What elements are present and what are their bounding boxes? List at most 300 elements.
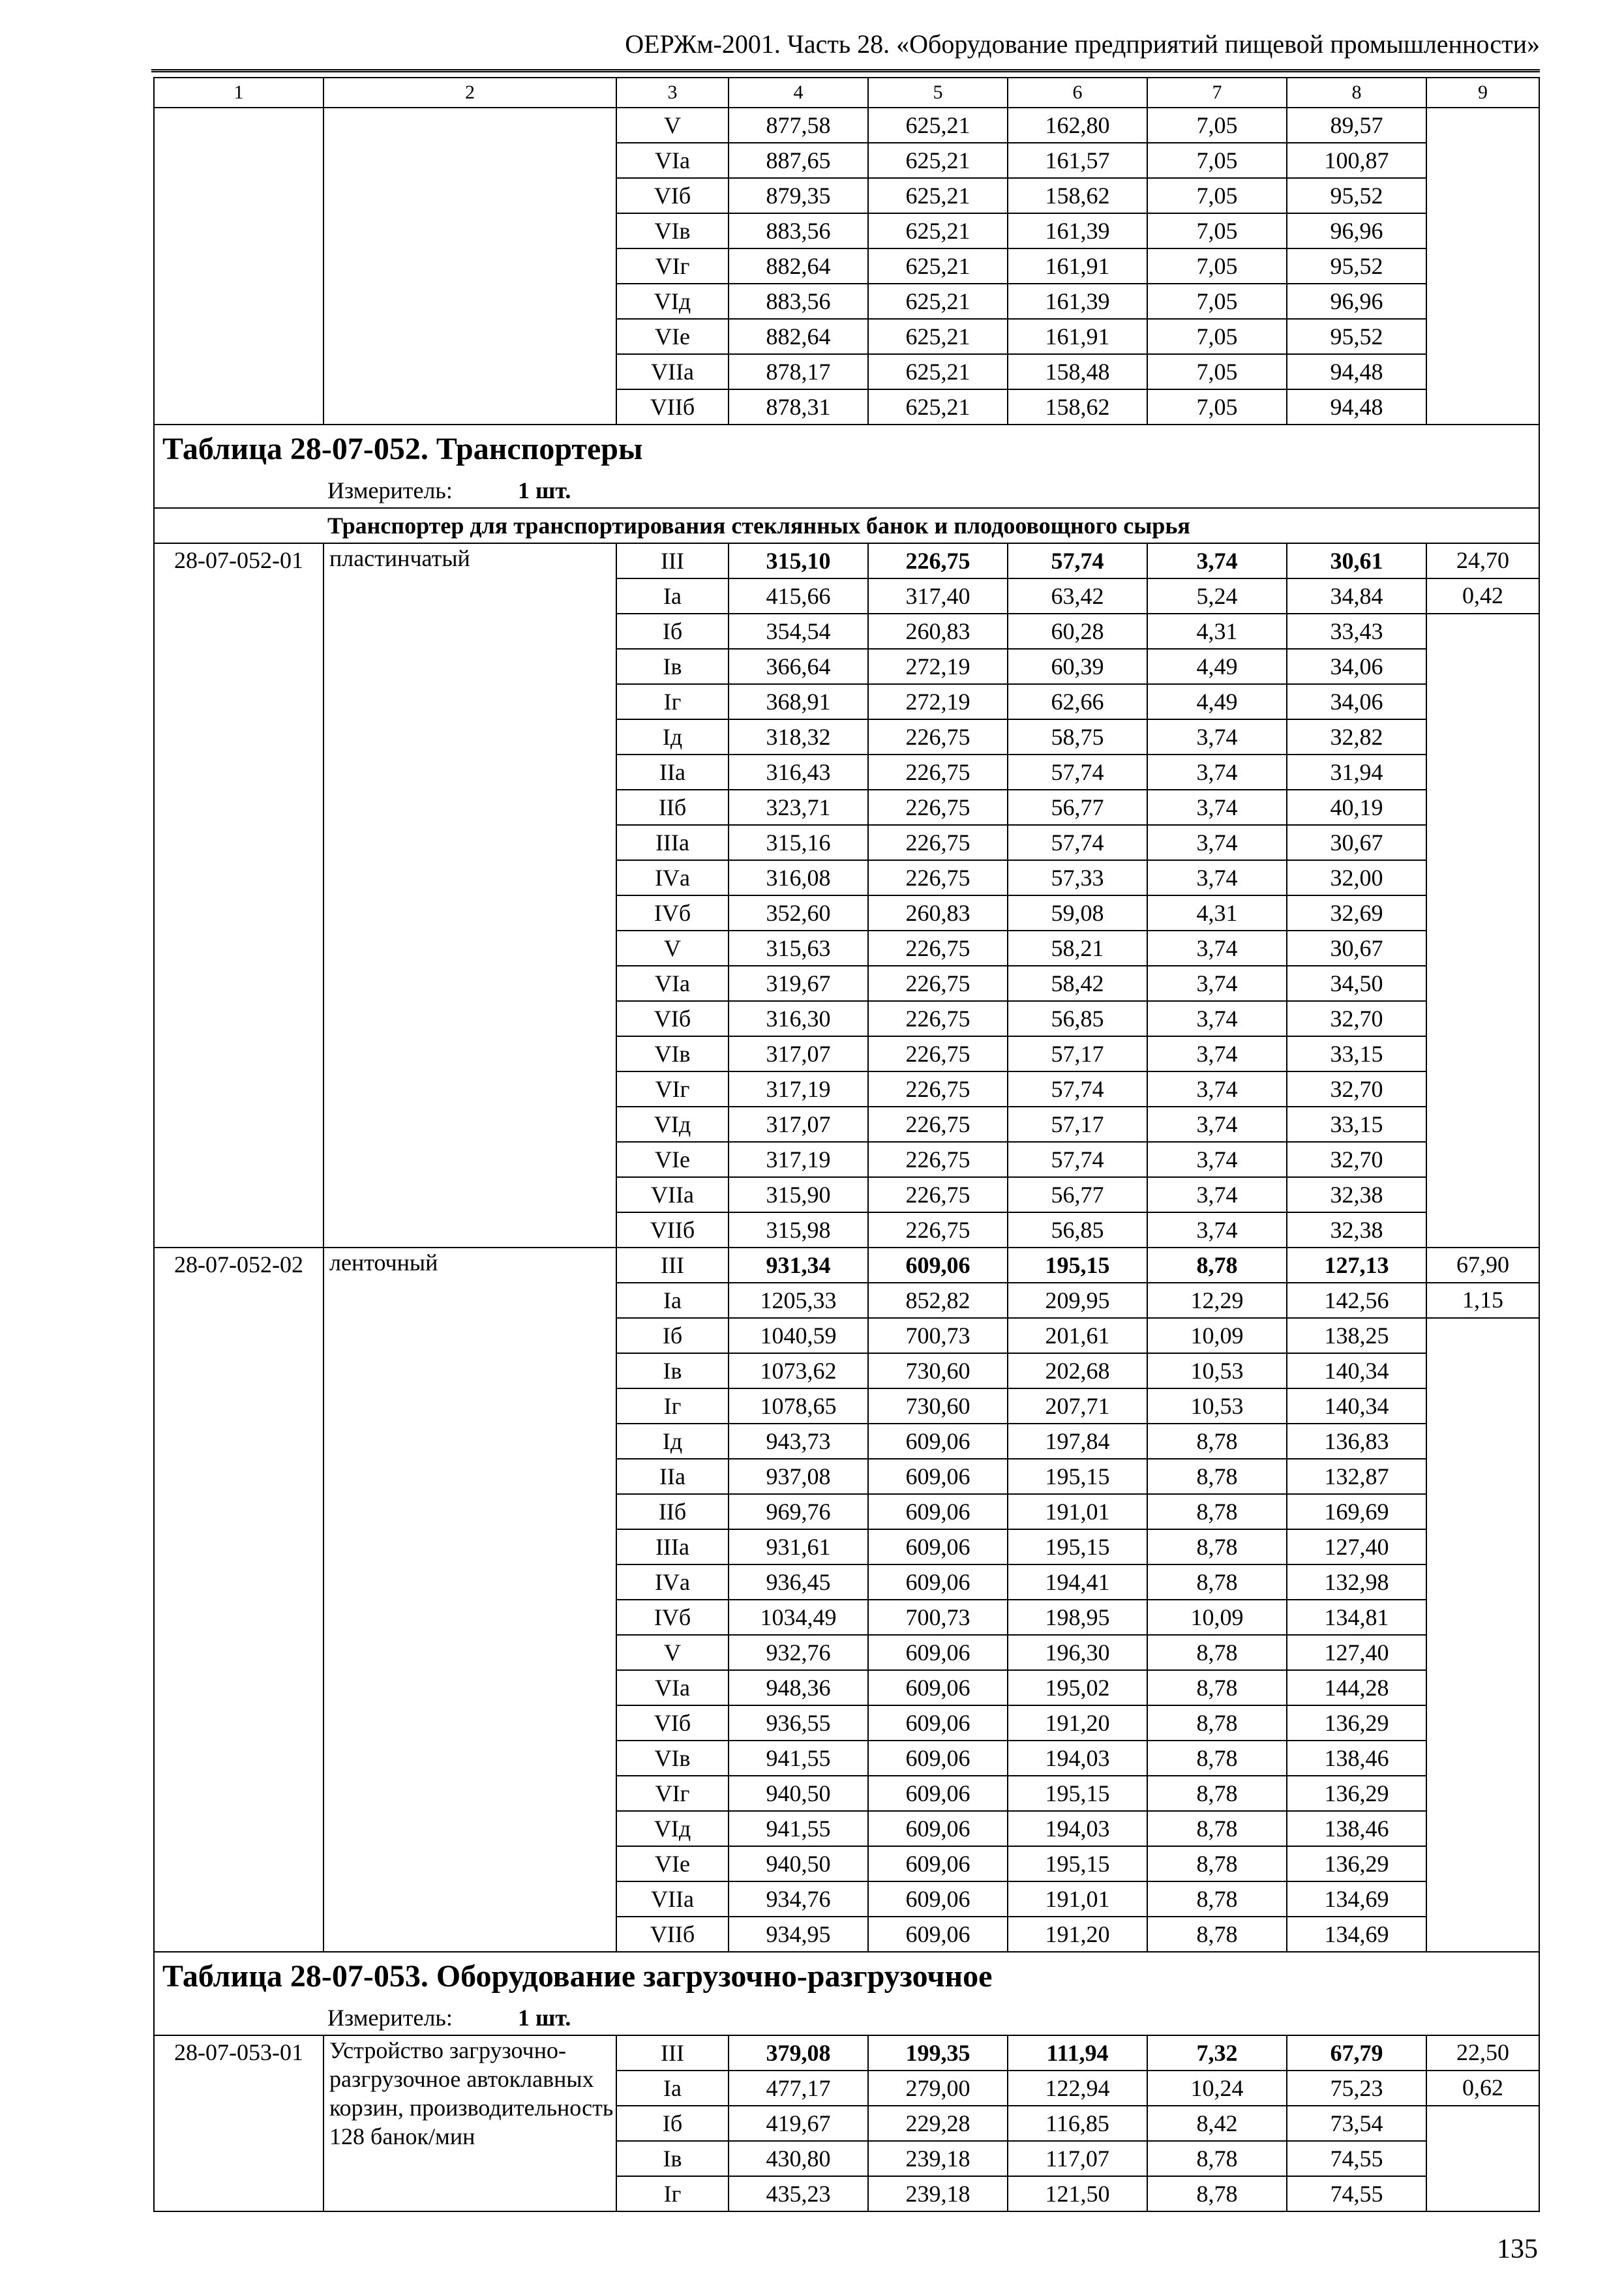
zone-cell: VIе xyxy=(616,1846,729,1881)
zone-cell: Iд xyxy=(616,719,729,755)
value-cell: 315,98 xyxy=(729,1212,868,1248)
value-cell: 195,15 xyxy=(1008,1459,1147,1494)
value-cell: 195,02 xyxy=(1008,1670,1147,1705)
value-cell: 883,56 xyxy=(729,284,868,319)
zone-cell: VIа xyxy=(616,966,729,1001)
value-cell: 879,35 xyxy=(729,178,868,213)
value-cell: 8,78 xyxy=(1147,1494,1287,1529)
measure-unit: 1 шт. xyxy=(518,477,571,503)
value-cell: 315,63 xyxy=(729,931,868,966)
value-cell: 260,83 xyxy=(868,614,1008,649)
value-cell: 609,06 xyxy=(868,1811,1008,1846)
measure-cell xyxy=(154,2001,1539,2035)
value-cell: 8,78 xyxy=(1147,1917,1287,1952)
value-cell: 191,01 xyxy=(1008,1881,1147,1917)
value-cell: 226,75 xyxy=(868,719,1008,755)
value-cell: 138,25 xyxy=(1287,1318,1426,1353)
value-cell: 96,96 xyxy=(1287,284,1426,319)
value-cell: 195,15 xyxy=(1008,1529,1147,1564)
zone-cell: Iа xyxy=(616,1283,729,1318)
zone-cell: VIг xyxy=(616,1071,729,1107)
zone-cell: IVб xyxy=(616,1600,729,1635)
value-cell: 317,19 xyxy=(729,1142,868,1177)
value-cell: 8,78 xyxy=(1147,1811,1287,1846)
item-code: 28-07-052-01 xyxy=(154,543,323,1248)
value-cell: 609,06 xyxy=(868,1459,1008,1494)
zone-cell: IVа xyxy=(616,860,729,895)
value-cell: 57,17 xyxy=(1008,1107,1147,1142)
value-cell: 57,74 xyxy=(1008,755,1147,790)
column-number: 5 xyxy=(868,78,1008,108)
value-cell: 226,75 xyxy=(868,790,1008,825)
value-cell: 117,07 xyxy=(1008,2141,1147,2176)
value-cell: 162,80 xyxy=(1008,108,1147,143)
value-cell: 127,13 xyxy=(1287,1248,1426,1283)
value-cell: 316,08 xyxy=(729,860,868,895)
value-cell: 7,05 xyxy=(1147,389,1287,425)
value-cell: 883,56 xyxy=(729,213,868,248)
value-cell: 477,17 xyxy=(729,2071,868,2106)
value-cell: 625,21 xyxy=(868,143,1008,178)
value-cell: 3,74 xyxy=(1147,1177,1287,1212)
value-cell: 32,70 xyxy=(1287,1071,1426,1107)
value-cell: 317,07 xyxy=(729,1036,868,1071)
value-cell: 191,01 xyxy=(1008,1494,1147,1529)
value-cell: 8,78 xyxy=(1147,1248,1287,1283)
value-cell: 609,06 xyxy=(868,1881,1008,1917)
value-cell: 3,74 xyxy=(1147,543,1287,578)
value-cell: 136,83 xyxy=(1287,1424,1426,1459)
value-cell: 8,78 xyxy=(1147,1846,1287,1881)
value-cell: 609,06 xyxy=(868,1917,1008,1952)
value-cell: 63,42 xyxy=(1008,578,1147,614)
value-cell: 127,40 xyxy=(1287,1635,1426,1670)
page-header: ОЕРЖм-2001. Часть 28. «Оборудование предприятий пищевой промышленности» xyxy=(151,25,1540,72)
value-cell: 32,38 xyxy=(1287,1177,1426,1212)
column-number: 1 xyxy=(154,78,323,108)
value-cell: 74,55 xyxy=(1287,2141,1426,2176)
measure-unit: 1 шт. xyxy=(518,2005,571,2031)
value-cell: 10,24 xyxy=(1147,2071,1287,2106)
value-cell: 3,74 xyxy=(1147,1212,1287,1248)
value-cell: 136,29 xyxy=(1287,1705,1426,1741)
value-cell: 625,21 xyxy=(868,284,1008,319)
value-cell: 625,21 xyxy=(868,178,1008,213)
value-cell: 1205,33 xyxy=(729,1283,868,1318)
measure-row xyxy=(154,2001,1539,2035)
column-number: 3 xyxy=(616,78,729,108)
value-cell: 32,70 xyxy=(1287,1001,1426,1036)
table-title: Таблица 28-07-053. Оборудование загрузочно-разгрузочное xyxy=(154,1952,1539,2001)
value-cell: 260,83 xyxy=(868,895,1008,931)
zone-cell: VIIа xyxy=(616,1177,729,1212)
zone-cell: V xyxy=(616,1635,729,1670)
value-cell: 940,50 xyxy=(729,1846,868,1881)
value-cell: 8,78 xyxy=(1147,1881,1287,1917)
zone-cell: VIб xyxy=(616,1001,729,1036)
value-cell: 57,74 xyxy=(1008,1071,1147,1107)
value-cell: 315,16 xyxy=(729,825,868,860)
col9-value: 0,62 xyxy=(1426,2071,1539,2106)
value-cell: 931,61 xyxy=(729,1529,868,1564)
zone-cell: VIб xyxy=(616,178,729,213)
value-cell: 625,21 xyxy=(868,319,1008,354)
value-cell: 941,55 xyxy=(729,1811,868,1846)
value-cell: 74,55 xyxy=(1287,2176,1426,2211)
value-cell: 56,85 xyxy=(1008,1212,1147,1248)
value-cell: 8,78 xyxy=(1147,1705,1287,1741)
value-cell: 4,31 xyxy=(1147,895,1287,931)
value-cell: 609,06 xyxy=(868,1424,1008,1459)
value-cell: 33,15 xyxy=(1287,1107,1426,1142)
zone-cell: VIд xyxy=(616,284,729,319)
value-cell: 1078,65 xyxy=(729,1388,868,1424)
zone-cell: IVб xyxy=(616,895,729,931)
value-cell: 161,57 xyxy=(1008,143,1147,178)
table-title-row xyxy=(154,1952,1539,2001)
value-cell: 7,32 xyxy=(1147,2035,1287,2071)
value-cell: 936,45 xyxy=(729,1564,868,1600)
value-cell: 62,66 xyxy=(1008,684,1147,719)
value-cell: 136,29 xyxy=(1287,1776,1426,1811)
value-cell: 134,69 xyxy=(1287,1917,1426,1952)
value-cell: 12,29 xyxy=(1147,1283,1287,1318)
value-cell: 609,06 xyxy=(868,1564,1008,1600)
value-cell: 226,75 xyxy=(868,966,1008,1001)
value-cell: 3,74 xyxy=(1147,825,1287,860)
value-cell: 226,75 xyxy=(868,1107,1008,1142)
value-cell: 878,17 xyxy=(729,354,868,389)
value-cell: 195,15 xyxy=(1008,1846,1147,1881)
value-cell: 194,03 xyxy=(1008,1811,1147,1846)
value-cell: 3,74 xyxy=(1147,719,1287,755)
zone-cell: VIв xyxy=(616,1741,729,1776)
zone-cell: III xyxy=(616,1248,729,1283)
item-name: Устройство загрузочно-разгрузочное автоклавных корзин, производительность 128 банок/мин xyxy=(323,2035,616,2211)
value-cell: 625,21 xyxy=(868,108,1008,143)
value-cell: 940,50 xyxy=(729,1776,868,1811)
zone-cell: IIIа xyxy=(616,1529,729,1564)
value-cell: 7,05 xyxy=(1147,178,1287,213)
value-cell: 226,75 xyxy=(868,931,1008,966)
value-cell: 318,32 xyxy=(729,719,868,755)
col9-value: 22,50 xyxy=(1426,2035,1539,2071)
value-cell: 317,40 xyxy=(868,578,1008,614)
value-cell: 226,75 xyxy=(868,1212,1008,1248)
value-cell: 3,74 xyxy=(1147,790,1287,825)
value-cell: 197,84 xyxy=(1008,1424,1147,1459)
value-cell: 34,06 xyxy=(1287,649,1426,684)
zone-cell: VIв xyxy=(616,213,729,248)
value-cell: 95,52 xyxy=(1287,248,1426,284)
value-cell: 315,10 xyxy=(729,543,868,578)
value-cell: 3,74 xyxy=(1147,755,1287,790)
value-cell: 4,31 xyxy=(1147,614,1287,649)
value-cell: 1040,59 xyxy=(729,1318,868,1353)
value-cell: 882,64 xyxy=(729,248,868,284)
value-cell: 209,95 xyxy=(1008,1283,1147,1318)
value-cell: 32,38 xyxy=(1287,1212,1426,1248)
zone-cell: VIIб xyxy=(616,389,729,425)
value-cell: 169,69 xyxy=(1287,1494,1426,1529)
item-code: 28-07-052-02 xyxy=(154,1248,323,1952)
zone-cell: VIа xyxy=(616,143,729,178)
zone-cell: Iв xyxy=(616,649,729,684)
value-cell: 8,42 xyxy=(1147,2106,1287,2141)
value-cell: 95,52 xyxy=(1287,319,1426,354)
zone-cell: VIа xyxy=(616,1670,729,1705)
value-cell: 226,75 xyxy=(868,1142,1008,1177)
value-cell: 33,43 xyxy=(1287,614,1426,649)
value-cell: 3,74 xyxy=(1147,1036,1287,1071)
value-cell: 272,19 xyxy=(868,684,1008,719)
col9-empty xyxy=(1426,614,1539,1248)
value-cell: 8,78 xyxy=(1147,2176,1287,2211)
value-cell: 100,87 xyxy=(1287,143,1426,178)
value-cell: 934,95 xyxy=(729,1917,868,1952)
value-cell: 57,17 xyxy=(1008,1036,1147,1071)
zone-cell: VIIа xyxy=(616,354,729,389)
value-cell: 134,81 xyxy=(1287,1600,1426,1635)
value-cell: 158,62 xyxy=(1008,178,1147,213)
col9-empty xyxy=(1426,108,1539,425)
value-cell: 379,08 xyxy=(729,2035,868,2071)
value-cell: 609,06 xyxy=(868,1248,1008,1283)
value-cell: 8,78 xyxy=(1147,1635,1287,1670)
value-cell: 30,61 xyxy=(1287,543,1426,578)
value-cell: 354,54 xyxy=(729,614,868,649)
zone-cell: Iб xyxy=(616,614,729,649)
value-cell: 8,78 xyxy=(1147,1424,1287,1459)
item-name: пластинчатый xyxy=(323,543,616,1248)
value-cell: 7,05 xyxy=(1147,319,1287,354)
value-cell: 32,82 xyxy=(1287,719,1426,755)
value-cell: 58,42 xyxy=(1008,966,1147,1001)
value-cell: 969,76 xyxy=(729,1494,868,1529)
zone-cell: Iд xyxy=(616,1424,729,1459)
value-cell: 140,34 xyxy=(1287,1353,1426,1388)
value-cell: 625,21 xyxy=(868,213,1008,248)
value-cell: 34,84 xyxy=(1287,578,1426,614)
column-number: 6 xyxy=(1008,78,1147,108)
value-cell: 134,69 xyxy=(1287,1881,1426,1917)
zone-cell: IIа xyxy=(616,755,729,790)
value-cell: 931,34 xyxy=(729,1248,868,1283)
value-cell: 430,80 xyxy=(729,2141,868,2176)
value-cell: 161,91 xyxy=(1008,319,1147,354)
value-cell: 7,05 xyxy=(1147,108,1287,143)
value-cell: 3,74 xyxy=(1147,1071,1287,1107)
value-cell: 7,05 xyxy=(1147,354,1287,389)
value-cell: 59,08 xyxy=(1008,895,1147,931)
value-cell: 7,05 xyxy=(1147,284,1287,319)
zone-cell: V xyxy=(616,931,729,966)
value-cell: 419,67 xyxy=(729,2106,868,2141)
value-cell: 3,74 xyxy=(1147,931,1287,966)
zone-cell: IIб xyxy=(616,1494,729,1529)
zone-cell: Iа xyxy=(616,578,729,614)
zone-cell: Iг xyxy=(616,2176,729,2211)
table-title: Таблица 28-07-052. Транспортеры xyxy=(154,425,1539,473)
value-cell: 75,23 xyxy=(1287,2071,1426,2106)
zone-cell: Iг xyxy=(616,1388,729,1424)
page-number: 135 xyxy=(1497,2234,1538,2264)
value-cell: 198,95 xyxy=(1008,1600,1147,1635)
value-cell: 882,64 xyxy=(729,319,868,354)
zone-cell: III xyxy=(616,543,729,578)
value-cell: 1073,62 xyxy=(729,1353,868,1388)
subheading: Транспортер для транспортирования стеклянных банок и плодоовощного сырья xyxy=(154,508,1539,543)
value-cell: 191,20 xyxy=(1008,1705,1147,1741)
rates-table xyxy=(153,77,1540,2212)
value-cell: 932,76 xyxy=(729,1635,868,1670)
value-cell: 226,75 xyxy=(868,1071,1008,1107)
value-cell: 111,94 xyxy=(1008,2035,1147,2071)
value-cell: 3,74 xyxy=(1147,966,1287,1001)
value-cell: 73,54 xyxy=(1287,2106,1426,2141)
value-cell: 56,77 xyxy=(1008,1177,1147,1212)
value-cell: 161,39 xyxy=(1008,284,1147,319)
value-cell: 30,67 xyxy=(1287,931,1426,966)
value-cell: 226,75 xyxy=(868,825,1008,860)
value-cell: 3,74 xyxy=(1147,1001,1287,1036)
value-cell: 936,55 xyxy=(729,1705,868,1741)
value-cell: 934,76 xyxy=(729,1881,868,1917)
value-cell: 226,75 xyxy=(868,755,1008,790)
value-cell: 609,06 xyxy=(868,1529,1008,1564)
value-cell: 8,78 xyxy=(1147,1529,1287,1564)
value-cell: 89,57 xyxy=(1287,108,1426,143)
value-cell: 700,73 xyxy=(868,1600,1008,1635)
value-cell: 96,96 xyxy=(1287,213,1426,248)
value-cell: 323,71 xyxy=(729,790,868,825)
value-cell: 57,74 xyxy=(1008,543,1147,578)
value-cell: 34,06 xyxy=(1287,684,1426,719)
column-number: 9 xyxy=(1426,78,1539,108)
value-cell: 229,28 xyxy=(868,2106,1008,2141)
item-name: ленточный xyxy=(323,1248,616,1952)
value-cell: 609,06 xyxy=(868,1705,1008,1741)
value-cell: 943,73 xyxy=(729,1424,868,1459)
col9-value: 1,15 xyxy=(1426,1283,1539,1318)
zone-cell: VIв xyxy=(616,1036,729,1071)
col9-value: 0,42 xyxy=(1426,578,1539,614)
value-cell: 315,90 xyxy=(729,1177,868,1212)
value-cell: 352,60 xyxy=(729,895,868,931)
value-cell: 207,71 xyxy=(1008,1388,1147,1424)
value-cell: 121,50 xyxy=(1008,2176,1147,2211)
value-cell: 435,23 xyxy=(729,2176,868,2211)
zone-cell: VIIа xyxy=(616,1881,729,1917)
value-cell: 8,78 xyxy=(1147,1564,1287,1600)
value-cell: 226,75 xyxy=(868,1036,1008,1071)
value-cell: 144,28 xyxy=(1287,1670,1426,1705)
value-cell: 941,55 xyxy=(729,1741,868,1776)
value-cell: 878,31 xyxy=(729,389,868,425)
column-number: 7 xyxy=(1147,78,1287,108)
value-cell: 34,50 xyxy=(1287,966,1426,1001)
value-cell: 138,46 xyxy=(1287,1741,1426,1776)
value-cell: 33,15 xyxy=(1287,1036,1426,1071)
value-cell: 132,98 xyxy=(1287,1564,1426,1600)
value-cell: 8,78 xyxy=(1147,1670,1287,1705)
value-cell: 1034,49 xyxy=(729,1600,868,1635)
value-cell: 195,15 xyxy=(1008,1248,1147,1283)
value-cell: 58,75 xyxy=(1008,719,1147,755)
value-cell: 127,40 xyxy=(1287,1529,1426,1564)
value-cell: 609,06 xyxy=(868,1741,1008,1776)
value-cell: 5,24 xyxy=(1147,578,1287,614)
value-cell: 226,75 xyxy=(868,1001,1008,1036)
value-cell: 191,20 xyxy=(1008,1917,1147,1952)
value-cell: 201,61 xyxy=(1008,1318,1147,1353)
value-cell: 948,36 xyxy=(729,1670,868,1705)
value-cell: 58,21 xyxy=(1008,931,1147,966)
value-cell: 57,74 xyxy=(1008,825,1147,860)
value-cell: 195,15 xyxy=(1008,1776,1147,1811)
measure-row xyxy=(154,473,1539,508)
zone-cell: VIIб xyxy=(616,1917,729,1952)
value-cell: 94,48 xyxy=(1287,354,1426,389)
zone-cell: VIд xyxy=(616,1107,729,1142)
value-cell: 852,82 xyxy=(868,1283,1008,1318)
value-cell: 4,49 xyxy=(1147,649,1287,684)
value-cell: 7,05 xyxy=(1147,248,1287,284)
col9-value: 67,90 xyxy=(1426,1248,1539,1283)
zone-cell: VIг xyxy=(616,248,729,284)
zone-cell: Iг xyxy=(616,684,729,719)
value-cell: 32,00 xyxy=(1287,860,1426,895)
value-cell: 8,78 xyxy=(1147,2141,1287,2176)
value-cell: 226,75 xyxy=(868,860,1008,895)
value-cell: 94,48 xyxy=(1287,389,1426,425)
value-cell: 60,39 xyxy=(1008,649,1147,684)
value-cell: 8,78 xyxy=(1147,1741,1287,1776)
value-cell: 4,49 xyxy=(1147,684,1287,719)
column-number-row xyxy=(154,78,1539,108)
value-cell: 317,19 xyxy=(729,1071,868,1107)
col9-value: 24,70 xyxy=(1426,543,1539,578)
value-cell: 199,35 xyxy=(868,2035,1008,2071)
value-cell: 239,18 xyxy=(868,2176,1008,2211)
value-cell: 625,21 xyxy=(868,389,1008,425)
zone-cell: VIд xyxy=(616,1811,729,1846)
value-cell: 317,07 xyxy=(729,1107,868,1142)
value-cell: 40,19 xyxy=(1287,790,1426,825)
value-cell: 202,68 xyxy=(1008,1353,1147,1388)
value-cell: 161,39 xyxy=(1008,213,1147,248)
value-cell: 366,64 xyxy=(729,649,868,684)
zone-cell: IIIа xyxy=(616,825,729,860)
value-cell: 60,28 xyxy=(1008,614,1147,649)
zone-cell: Iа xyxy=(616,2071,729,2106)
value-cell: 158,48 xyxy=(1008,354,1147,389)
measure-label: Измеритель: xyxy=(327,477,453,503)
subheading-row xyxy=(154,508,1539,543)
value-cell: 56,77 xyxy=(1008,790,1147,825)
value-cell: 226,75 xyxy=(868,543,1008,578)
value-cell: 142,56 xyxy=(1287,1283,1426,1318)
value-cell: 57,33 xyxy=(1008,860,1147,895)
value-cell: 272,19 xyxy=(868,649,1008,684)
zone-cell: VIе xyxy=(616,319,729,354)
value-cell: 316,30 xyxy=(729,1001,868,1036)
value-cell: 877,58 xyxy=(729,108,868,143)
value-cell: 136,29 xyxy=(1287,1846,1426,1881)
value-cell: 368,91 xyxy=(729,684,868,719)
zone-cell: VIб xyxy=(616,1705,729,1741)
value-cell: 10,53 xyxy=(1147,1388,1287,1424)
